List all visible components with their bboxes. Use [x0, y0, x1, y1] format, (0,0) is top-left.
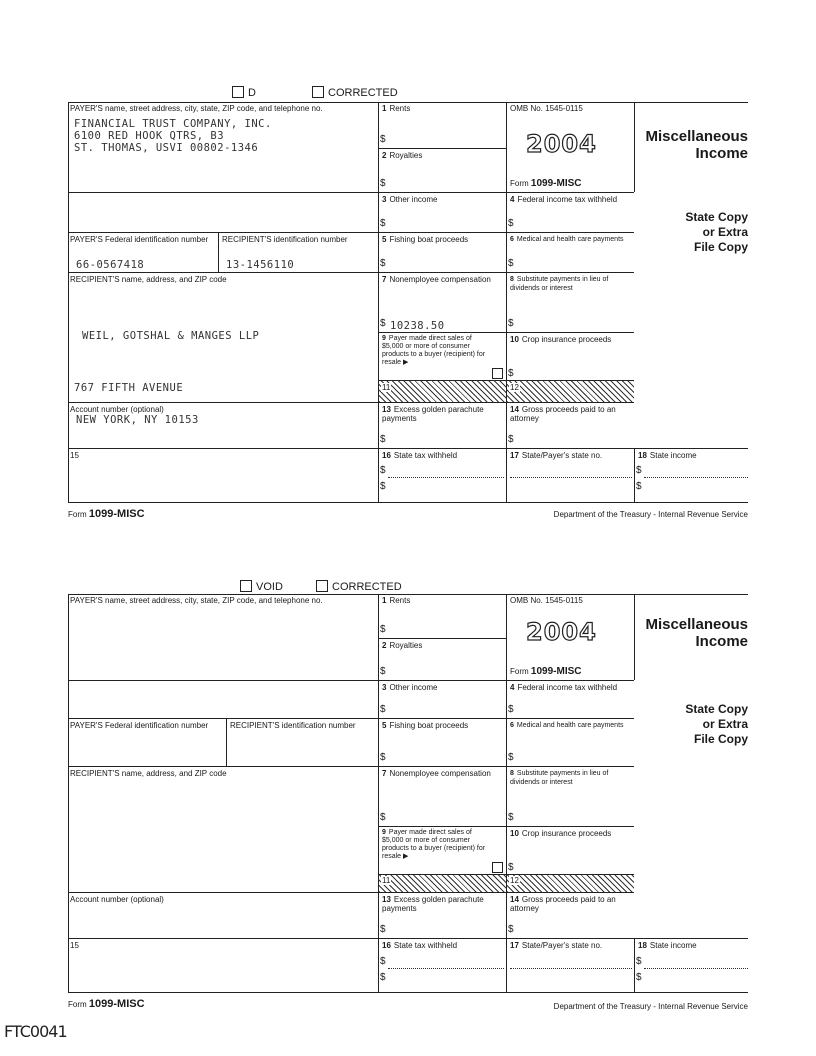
gross-label-2: Gross proceeds paid to an attorney — [510, 895, 616, 913]
copy-line-3: File Copy — [693, 240, 748, 254]
payer-street: 6100 RED HOOK QTRS, B3 — [74, 130, 225, 142]
state-payer-label-2: State/Payer's state no. — [521, 941, 603, 950]
royalties-label-2: Royalties — [389, 641, 423, 650]
crop-label: Crop insurance proceeds — [521, 335, 612, 344]
recipient-name-label: RECIPIENT'S name, address, and ZIP code — [70, 275, 227, 284]
col-divider-2 — [506, 102, 507, 502]
recipient-city: NEW YORK, NY 10153 — [76, 414, 199, 426]
nonemployee-label-2: Nonemployee compensation — [389, 769, 491, 778]
corrected-checkbox-area — [312, 86, 398, 99]
direct-sales-checkbox-2[interactable] — [492, 862, 503, 873]
payer-fed-id-label: PAYER'S Federal identification number — [70, 235, 209, 244]
payer-fed-id: 66-0567418 — [76, 259, 145, 271]
footer-form-name: Form 1099-MISC — [68, 508, 145, 520]
account-label-2: Account number (optional) — [70, 895, 164, 904]
copy-line-2-2: or Extra — [702, 717, 748, 731]
direct-sales-label-2: Payer made direct sales of $5,000 or more of consumer products to a buyer (recipient) for resale ▶ — [382, 829, 486, 860]
crop-label-2: Crop insurance proceeds — [521, 829, 612, 838]
box-12-hatch-2 — [507, 875, 634, 892]
recipient-id-label: RECIPIENT'S identification number — [222, 235, 348, 244]
substitute-label: Substitute payments in lieu of dividends or interest — [510, 276, 609, 292]
state-income-label-2: State income — [649, 941, 697, 950]
tax-year-2: 2004 — [526, 618, 597, 646]
box-11-hatch-2 — [379, 875, 506, 892]
fishing-label: Fishing boat proceeds — [389, 235, 469, 244]
top-border — [68, 102, 748, 103]
direct-sales-label: Payer made direct sales of $5,000 or more of consumer products to a buyer (recipient) for resale ▶ — [382, 335, 486, 366]
account-label: Account number (optional) — [70, 405, 164, 414]
corrected-checkbox[interactable] — [312, 86, 324, 98]
other-income-label: Other income — [389, 195, 438, 204]
bottom-border — [68, 502, 748, 503]
payer-fed-id-label-2: PAYER'S Federal identification number — [70, 721, 209, 730]
bates-stamp: FTC0041 — [4, 1022, 67, 1041]
payer-label-2: PAYER'S name, street address, city, state, ZIP code, and telephone no. — [70, 596, 323, 605]
recipient-name-label-2: RECIPIENT'S name, address, and ZIP code — [70, 769, 227, 778]
recipient-id: 13-1456110 — [226, 259, 295, 271]
other-income-label-2: Other income — [389, 683, 438, 692]
form-1099-misc-filled: D CORRECTED PAYER'S name, street address, city, state, ZIP code, and telephone no. FINANCIAL TRUST COMPANY, INC. 6100 RED HOOK QTRS, B3 ST. THOMAS, USVI 00802-1346 1 Rents $ OMB No. 1545-0115 2004 Miscellaneous Income 2 Royalties $ Form 1099-MISC 3 Other income $ 4 Federal income tax withheld $ State Copy or Extra File Copy PAYER'S Federal identification number 66-0567418 RECIPIENT'S identification number 13-1456110 5 Fishing boat proceeds $ 6 Medical and health care payments $ RECIPIENT'S name, address, and ZIP code WEIL, GOTSHAL & MANGES LLP 767 FIFTH AVENUE NEW YORK, NY 10153 7 Nonemployee compensation $ 10238.50 8 Substitute payments in lieu of dividends or interest $ 9 Payer made direct sales of $5,000 or more of consumer products to a buyer (recipient) for resale ▶ 10 Crop insurance proceeds $ 11 12 Account number (optional) 13 Excess golden parachute payments $ 14 Gross proceeds paid to an attorney $ 15 16 State tax withheld $ $ 17 State/Payer's state no. 18 State income $ $ Form 1099-MISC Department of the Treasury - Internal Revenue Service — [68, 87, 748, 520]
corrected-label-2: CORRECTED — [332, 581, 402, 593]
copy-line-3-2: File Copy — [693, 732, 748, 746]
corrected-checkbox-area-2 — [316, 580, 402, 593]
golden-label-2: Excess golden parachute payments — [382, 895, 484, 913]
form-title-2-2: Income — [695, 633, 748, 650]
void-checkbox-2[interactable] — [240, 580, 252, 592]
recipient-id-label-2: RECIPIENT'S identification number — [230, 721, 356, 730]
payer-city: ST. THOMAS, USVI 00802-1346 — [74, 142, 259, 154]
col-divider-3b — [634, 448, 635, 502]
state-tax-label-2: State tax withheld — [393, 941, 458, 950]
recipient-name: WEIL, GOTSHAL & MANGES LLP — [82, 330, 260, 342]
form-1099-misc-blank: VOID CORRECTED PAYER'S name, street address, city, state, ZIP code, and telephone no. 1 Rents $ OMB No. 1545-0115 2004 Miscellaneous Income 2 Royalties $ Form 1099-MISC 3 Other income $ 4 Federal income tax withheld $ State Copy or Extra File Copy PAYER'S Federal identification number RECIPIENT'S identification number 5 Fishing boat proceeds $ 6 Medical and health care payments $ RECIPIENT'S name, address, and ZIP code 7 Nonemployee compensation $ 8 Substitute payments in lieu of dividends or interest $ 9 Payer made direct sales of $5,000 or more of consumer products to a buyer (recipient) for resale ▶ 10 Crop insurance proceeds $ 11 12 Account number (optional) 13 Excess golden parachute payments $ 14 Gross proceeds paid to an attorney $ 15 16 State tax withheld $ $ 17 State/Payer's state no. 18 State income $ $ Form 1099-MISC Department of the Treasury - Internal Revenue Service — [68, 581, 748, 1011]
copy-line-1-2: State Copy — [685, 702, 748, 716]
col-divider-1 — [378, 102, 379, 502]
form-name-2: Form 1099-MISC — [510, 666, 582, 677]
tax-year: 2004 — [526, 130, 597, 158]
fed-tax-label-2: Federal income tax withheld — [517, 683, 618, 692]
footer-dept-2: Department of the Treasury - Internal Revenue Service — [553, 1002, 748, 1011]
nonemployee-amount: 10238.50 — [390, 320, 445, 332]
fed-tax-label: Federal income tax withheld — [517, 195, 618, 204]
form-title-2: Income — [695, 145, 748, 162]
rents-label-2: Rents — [389, 596, 411, 605]
form-name: Form 1099-MISC — [510, 178, 582, 189]
omb-number-2: OMB No. 1545-0115 — [510, 596, 583, 605]
void-label: VOID — [256, 581, 283, 593]
medical-label-2: Medical and health care payments — [516, 722, 624, 729]
nonemployee-label: Nonemployee compensation — [389, 275, 491, 284]
medical-label: Medical and health care payments — [516, 236, 624, 243]
void-label-filled: D — [248, 87, 256, 99]
substitute-label-2: Substitute payments in lieu of dividends or interest — [510, 770, 609, 786]
box-11-hatch — [379, 381, 506, 402]
box-12-hatch — [507, 381, 634, 402]
void-checkbox-area-2 — [240, 580, 283, 593]
recipient-street: 767 FIFTH AVENUE — [74, 382, 184, 394]
direct-sales-checkbox[interactable] — [492, 368, 503, 379]
form-title-1: Miscellaneous — [645, 128, 748, 145]
footer-form-name-2: Form 1099-MISC — [68, 998, 145, 1010]
royalties-label: Royalties — [389, 151, 423, 160]
rents-label: Rents — [389, 104, 411, 113]
golden-label: Excess golden parachute payments — [382, 405, 484, 423]
form-title-1-2: Miscellaneous — [645, 616, 748, 633]
omb-number: OMB No. 1545-0115 — [510, 104, 583, 113]
copy-line-1: State Copy — [685, 210, 748, 224]
left-border — [68, 102, 69, 502]
void-checkbox[interactable] — [232, 86, 244, 98]
state-payer-label: State/Payer's state no. — [521, 451, 603, 460]
corrected-label: CORRECTED — [328, 87, 398, 99]
state-tax-label: State tax withheld — [393, 451, 458, 460]
void-checkbox-area — [232, 86, 256, 99]
payer-label: PAYER'S name, street address, city, state, ZIP code, and telephone no. — [70, 104, 323, 113]
footer-dept: Department of the Treasury - Internal Revenue Service — [553, 510, 748, 519]
copy-line-2: or Extra — [702, 225, 748, 239]
gross-label: Gross proceeds paid to an attorney — [510, 405, 616, 423]
state-income-label: State income — [649, 451, 697, 460]
payer-name: FINANCIAL TRUST COMPANY, INC. — [74, 118, 272, 130]
corrected-checkbox-2[interactable] — [316, 580, 328, 592]
fishing-label-2: Fishing boat proceeds — [389, 721, 469, 730]
